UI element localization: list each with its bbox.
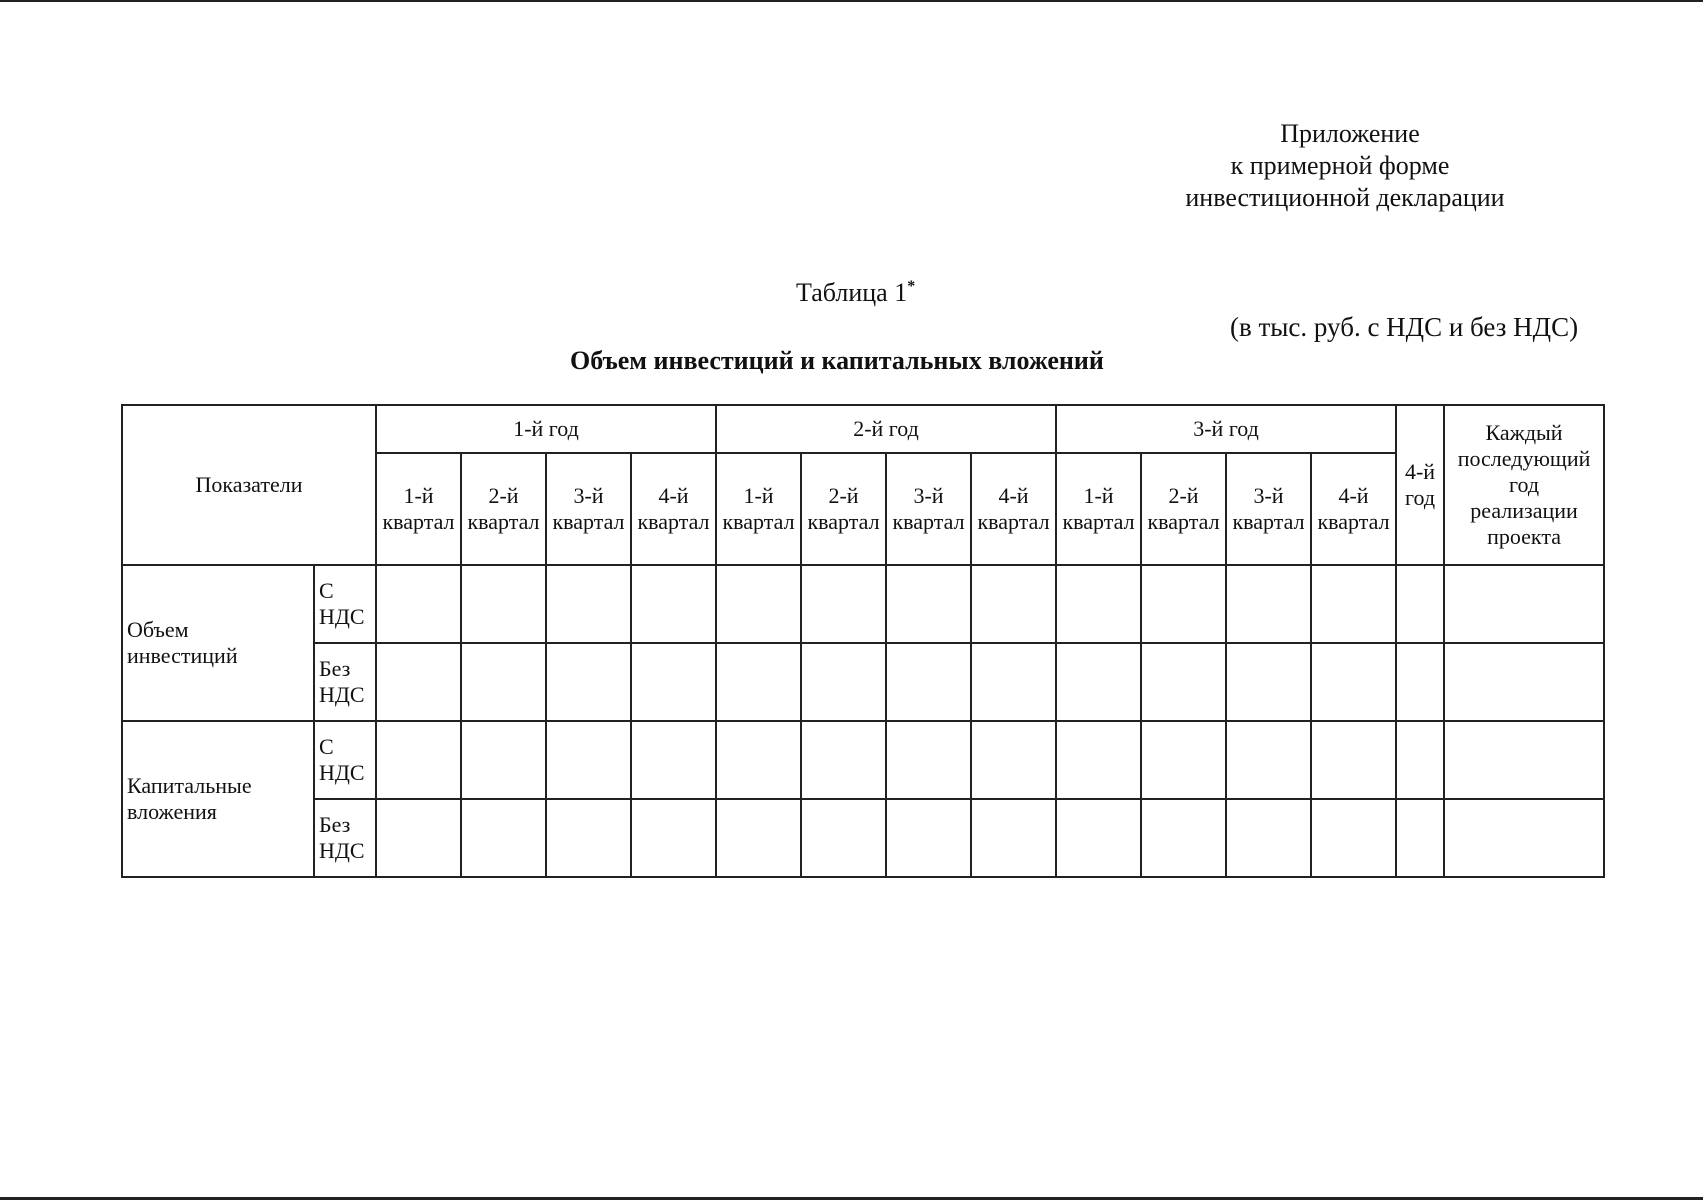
vat-label — [314, 565, 376, 643]
quarter-number: 2-й — [828, 483, 859, 508]
value-cell — [716, 565, 801, 643]
table-title: Объем инвестиций и капитальных вложений — [570, 346, 1104, 375]
quarter-header — [461, 453, 546, 565]
value-cell — [1311, 721, 1396, 799]
value-cell — [1444, 721, 1604, 799]
quarter-number: 1-й — [403, 483, 434, 508]
quarter-number: 4-й — [998, 483, 1029, 508]
value-cell — [461, 643, 546, 721]
value-cell — [1311, 799, 1396, 877]
table-row — [122, 565, 1604, 643]
value-cell — [801, 565, 886, 643]
quarter-header — [716, 453, 801, 565]
vat-line1: С — [319, 578, 334, 603]
vat-line2: НДС — [319, 760, 365, 785]
value-cell — [1444, 799, 1604, 877]
quarter-number: 3-й — [1253, 483, 1284, 508]
value-cell — [631, 565, 716, 643]
quarter-word: квартал — [722, 509, 795, 534]
header-row-years — [122, 405, 1604, 453]
vat-label — [314, 643, 376, 721]
indicator-name — [122, 565, 314, 721]
year4-line2: год — [1405, 485, 1436, 510]
appendix-line-1: Приложение — [1280, 119, 1420, 148]
value-cell — [1396, 643, 1444, 721]
value-cell — [1226, 721, 1311, 799]
value-cell — [546, 643, 631, 721]
quarter-number: 2-й — [488, 483, 519, 508]
quarter-word: квартал — [637, 509, 710, 534]
quarter-header — [376, 453, 461, 565]
vat-line1: Без — [319, 812, 351, 837]
value-cell — [886, 643, 971, 721]
quarter-header — [971, 453, 1056, 565]
vat-line1: Без — [319, 656, 351, 681]
quarter-header — [631, 453, 716, 565]
vat-line1: С — [319, 734, 334, 759]
quarter-header — [1311, 453, 1396, 565]
table-row — [122, 799, 1604, 877]
year4-line1: 4-й — [1404, 459, 1436, 484]
value-cell — [1311, 565, 1396, 643]
value-cell — [971, 721, 1056, 799]
each-next-year-line3: год — [1509, 472, 1540, 497]
value-cell — [631, 721, 716, 799]
quarter-word: квартал — [977, 509, 1050, 534]
value-cell — [1056, 799, 1141, 877]
value-cell — [1396, 721, 1444, 799]
value-cell — [971, 643, 1056, 721]
each-next-year-line4: реализации — [1470, 498, 1578, 523]
vat-line2: НДС — [319, 604, 365, 629]
quarter-header — [1056, 453, 1141, 565]
appendix-header — [1150, 118, 1540, 214]
year-header-3: 3-й год — [1056, 405, 1396, 453]
value-cell — [1226, 643, 1311, 721]
quarter-word: квартал — [892, 509, 965, 534]
indicator-name — [122, 721, 314, 877]
each-next-year-line2: последующий — [1457, 446, 1591, 471]
value-cell — [376, 643, 461, 721]
quarter-header — [801, 453, 886, 565]
value-cell — [1226, 799, 1311, 877]
quarter-word: квартал — [1062, 509, 1135, 534]
quarter-word: квартал — [1147, 509, 1220, 534]
indicator-name-line1: Капитальные — [127, 773, 252, 798]
value-cell — [376, 799, 461, 877]
table-row — [122, 643, 1604, 721]
quarter-header — [886, 453, 971, 565]
quarter-number: 1-й — [1083, 483, 1114, 508]
each-next-year-line1: Каждый — [1485, 420, 1563, 445]
quarter-word: квартал — [382, 509, 455, 534]
year-header-1: 1-й год — [376, 405, 716, 453]
table-label-text: Таблица 1 — [796, 278, 908, 307]
indicators-header: Показатели — [122, 405, 376, 565]
quarter-number: 3-й — [913, 483, 944, 508]
value-cell — [1141, 799, 1226, 877]
quarter-header — [1141, 453, 1226, 565]
value-cell — [801, 643, 886, 721]
value-cell — [886, 799, 971, 877]
quarter-header — [1226, 453, 1311, 565]
appendix-line-2: к примерной форме — [1230, 151, 1450, 180]
quarter-word: квартал — [807, 509, 880, 534]
value-cell — [716, 721, 801, 799]
value-cell — [546, 565, 631, 643]
quarter-word: квартал — [1317, 509, 1390, 534]
value-cell — [716, 799, 801, 877]
indicator-name-line2: инвестиций — [127, 643, 238, 668]
value-cell — [886, 565, 971, 643]
quarter-word: квартал — [467, 509, 540, 534]
value-cell — [1141, 721, 1226, 799]
value-cell — [631, 643, 716, 721]
units-note: (в тыс. руб. с НДС и без НДС) — [1230, 312, 1579, 342]
vat-line2: НДС — [319, 682, 365, 707]
year4-header — [1396, 405, 1444, 565]
each-next-year-line5: проекта — [1487, 524, 1561, 549]
vat-line2: НДС — [319, 838, 365, 863]
value-cell — [546, 799, 631, 877]
value-cell — [1141, 643, 1226, 721]
value-cell — [801, 721, 886, 799]
value-cell — [546, 721, 631, 799]
quarter-number: 4-й — [1338, 483, 1369, 508]
each-next-year-header — [1444, 405, 1604, 565]
quarter-number: 1-й — [743, 483, 774, 508]
quarter-number: 2-й — [1168, 483, 1199, 508]
value-cell — [1056, 721, 1141, 799]
appendix-line-3: инвестиционной декларации — [1185, 183, 1505, 212]
quarter-header — [546, 453, 631, 565]
indicator-name-line2: вложения — [127, 799, 217, 824]
value-cell — [376, 721, 461, 799]
value-cell — [376, 565, 461, 643]
value-cell — [1396, 565, 1444, 643]
value-cell — [1226, 565, 1311, 643]
value-cell — [461, 721, 546, 799]
value-cell — [1141, 565, 1226, 643]
value-cell — [971, 565, 1056, 643]
value-cell — [631, 799, 716, 877]
indicator-name-line1: Объем — [127, 617, 189, 642]
investment-table — [121, 404, 1605, 878]
quarter-number: 3-й — [573, 483, 604, 508]
vat-label — [314, 799, 376, 877]
table-row — [122, 721, 1604, 799]
quarter-word: квартал — [552, 509, 625, 534]
value-cell — [1444, 643, 1604, 721]
value-cell — [1056, 643, 1141, 721]
value-cell — [1444, 565, 1604, 643]
value-cell — [971, 799, 1056, 877]
quarter-number: 4-й — [658, 483, 689, 508]
value-cell — [461, 799, 546, 877]
vat-label — [314, 721, 376, 799]
value-cell — [801, 799, 886, 877]
quarter-word: квартал — [1232, 509, 1305, 534]
value-cell — [886, 721, 971, 799]
value-cell — [1396, 799, 1444, 877]
scan-edge-top — [0, 0, 1703, 2]
table-label — [796, 278, 915, 308]
value-cell — [1056, 565, 1141, 643]
value-cell — [716, 643, 801, 721]
value-cell — [1311, 643, 1396, 721]
value-cell — [461, 565, 546, 643]
year-header-2: 2-й год — [716, 405, 1056, 453]
footnote-mark: * — [907, 278, 916, 295]
